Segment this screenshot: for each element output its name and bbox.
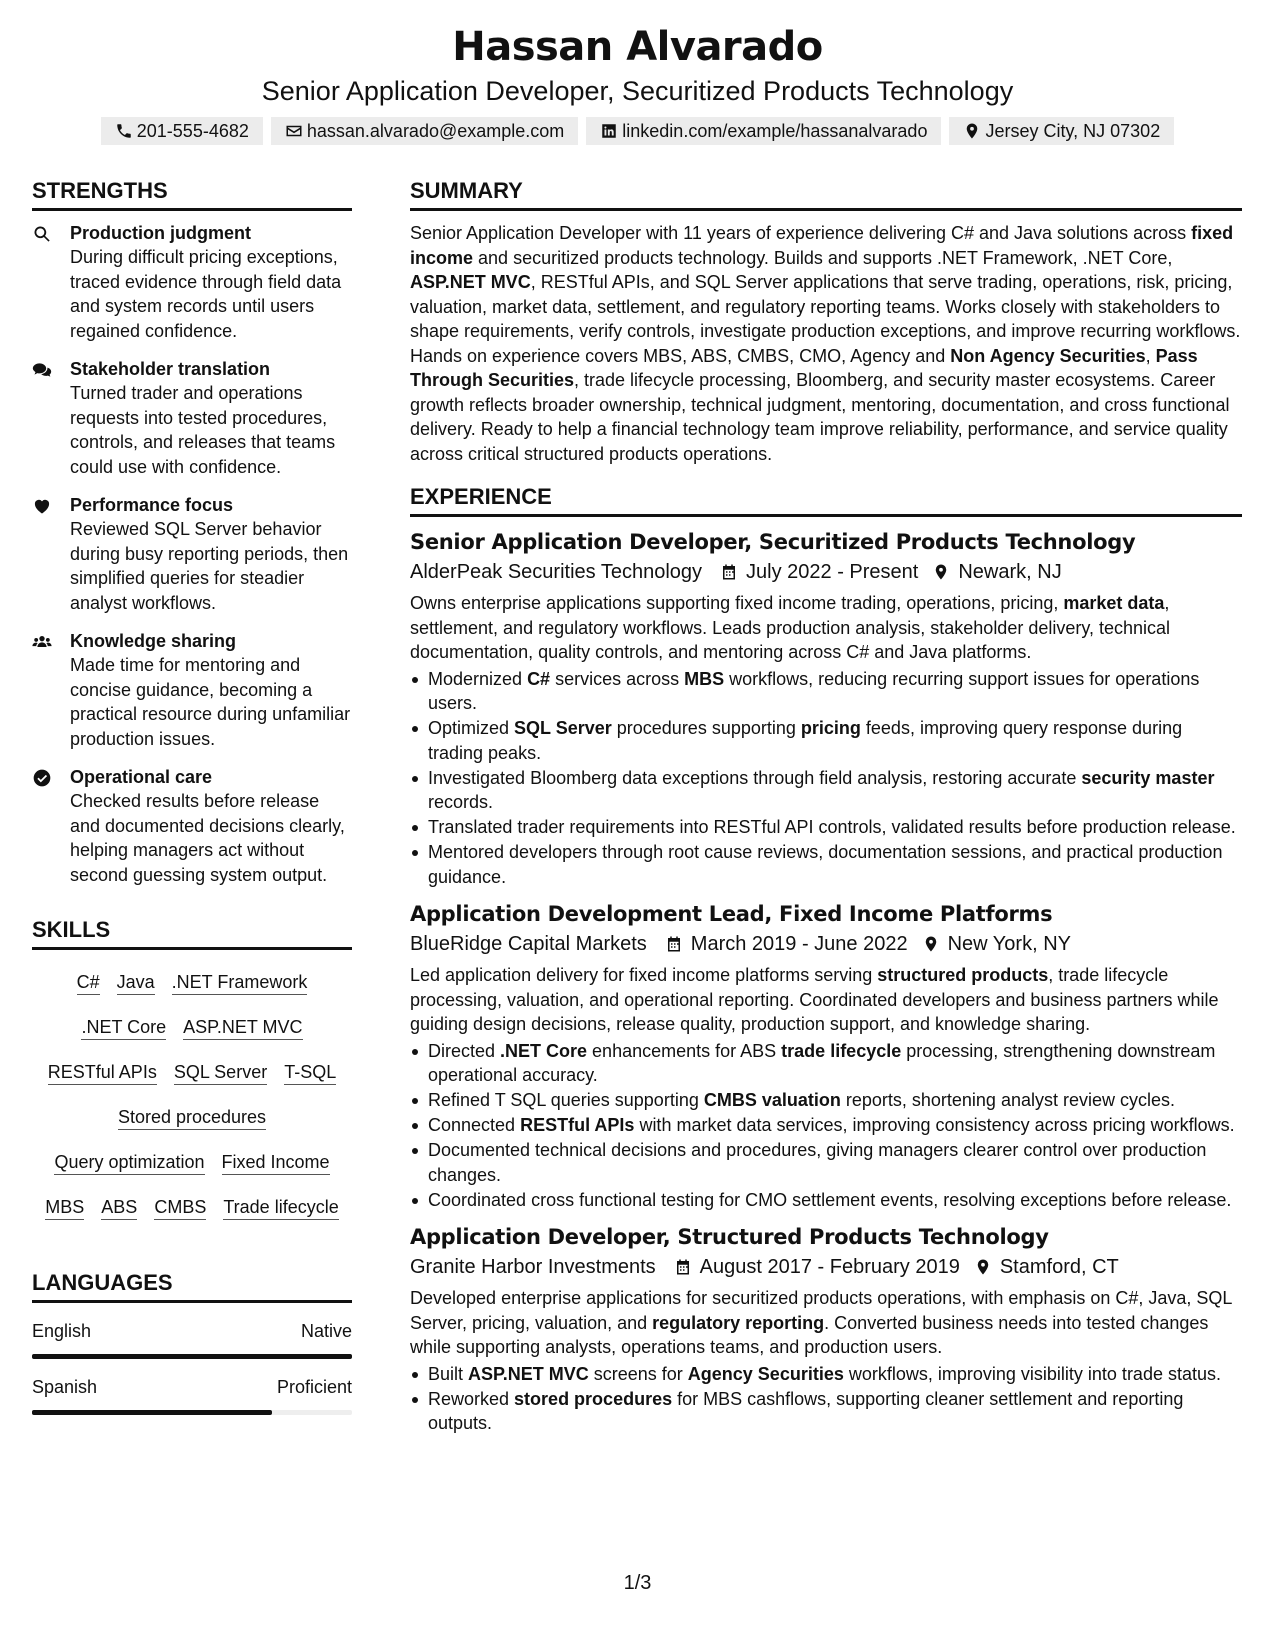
job-company: Granite Harbor Investments [410,1256,656,1278]
job-bullets [410,1039,1242,1213]
summary-text: Senior Application Developer with 11 years of experience delivering C# and Java solutions across fixed income and securitized products technology. Builds and supports .NET Framework, .NET Core, ASP.NET MVC, RESTful APIs, and SQL Server applications that serve trading, operations, risk, pricing, valuation, market data, settlement, and regulatory reporting teams. Works closely with stakeholders to shape requirements, verify controls, investigate production exceptions, and improve recurring workflows. Hands on experience covers MBS, ABS, CMBS, CMO, Agency and Non Agency Securities, Pass Through Securities, trade lifecycle processing, Bloomberg, and security master ecosystems. Career growth reflects broader ownership, technical judgment, mentoring, documentation, and cross functional delivery. Ready to help a financial technology team improve reliability, performance, and service quality across critical structured products operations. [410,223,1241,464]
envelope-icon [285,122,303,140]
location-pin-icon [932,563,950,581]
job-dates: July 2022 - Present [746,561,919,583]
chat-icon [32,360,52,380]
job-bullet: Modernized C# services across MBS workflows, reducing recurring support issues for operations users. [410,667,1242,716]
contact-bar [0,117,1275,145]
job-bullet: Documented technical decisions and procedures, giving managers clearer control over production changes. [410,1138,1242,1187]
candidate-name: Hassan Alvarado [452,24,823,70]
skill-tag: Stored procedures [118,1106,266,1130]
skill-tag: Query optimization [54,1151,204,1175]
left-column [32,176,352,1415]
strength-item [32,493,352,615]
right-column [410,176,1242,1446]
skill-tag: RESTful APIs [48,1061,157,1085]
location-pin-icon [974,1258,992,1276]
contact-email[interactable] [271,117,578,145]
job-meta [410,929,1242,959]
job-bullet: Connected RESTful APIs with market data services, improving consistency across pricing workflows. [410,1113,1242,1138]
job-bullet: Optimized SQL Server procedures supporting pricing feeds, improving query response during trading peaks. [410,716,1242,765]
calendar-icon [665,935,683,953]
languages-heading: LANGUAGES [32,1268,352,1303]
job-dates: March 2019 - June 2022 [690,933,908,955]
skill-tag: Trade lifecycle [223,1196,338,1220]
job-dates: August 2017 - February 2019 [699,1256,960,1278]
language-level: Proficient [276,1377,352,1397]
skill-tag: CMBS [154,1196,206,1220]
strength-item [32,765,352,887]
heart-icon [32,496,52,516]
language-proficiency-bar [32,1410,352,1415]
skill-row [32,1095,352,1140]
candidate-headline: Senior Application Developer, Securitized Products Technology [261,76,1014,106]
language-item [32,1375,352,1415]
contact-linkedin-text: linkedin.com/example/hassanalvarado [622,121,928,141]
job-summary: Owns enterprise applications supporting fixed income trading, operations, pricing, market data, settlement, and regulatory workflows. Leads production analysis, stakeholder delivery, technical documentation, quality controls, and mentoring across C# and Java platforms. [410,593,1171,662]
users-icon [32,632,52,652]
contact-phone-text: 201-555-4682 [136,121,249,141]
skill-row [32,1140,352,1185]
job-location: New York, NY [947,933,1071,955]
search-icon [32,224,52,244]
strength-description: During difficult pricing exceptions, traced evidence through field data and system records until users regained confidence. [70,247,342,341]
skill-tag: .NET Core [81,1016,166,1040]
strength-item [32,221,352,343]
contact-location-text: Jersey City, NJ 07302 [985,121,1161,141]
summary-heading: SUMMARY [410,176,1242,211]
job-company: BlueRidge Capital Markets [410,933,647,955]
skill-tag: ABS [101,1196,137,1220]
summary-section [410,176,1242,466]
job-bullet: Mentored developers through root cause reviews, documentation sessions, and practical production guidance. [410,840,1242,889]
location-pin-icon [963,122,981,140]
page-number: 1/3 [623,1572,652,1594]
contact-phone[interactable] [101,117,263,145]
contact-location [949,117,1174,145]
contact-email-text: hassan.alvarado@example.com [306,121,565,141]
language-proficiency-fill [32,1410,272,1415]
skill-tag: Fixed Income [222,1151,330,1175]
language-name: Spanish [32,1377,98,1397]
linkedin-icon [600,122,618,140]
job-title: Application Developer, Structured Products Technology [410,1225,1049,1249]
job-bullet: Investigated Bloomberg data exceptions through field analysis, restoring accurate security master records. [410,766,1242,815]
skill-tag: Java [117,971,155,995]
strength-description: Reviewed SQL Server behavior during busy reporting periods, then simplified queries for steadier analyst workflows. [70,519,349,613]
skills-heading: SKILLS [32,915,352,950]
strength-item [32,629,352,751]
strength-title: Performance focus [70,495,234,515]
language-name: English [32,1321,92,1341]
strength-description: Turned trader and operations requests into tested procedures, controls, and releases that teams could use with confidence. [70,383,336,477]
job-bullet: Refined T SQL queries supporting CMBS valuation reports, shortening analyst review cycles. [410,1088,1242,1113]
job-entry [410,1222,1242,1436]
job-bullets [410,1362,1242,1436]
strength-description: Made time for mentoring and concise guidance, becoming a practical resource during unfamiliar production issues. [70,655,351,749]
strength-item [32,357,352,479]
check-circle-icon [32,768,52,788]
job-title: Senior Application Developer, Securitized Products Technology [410,530,1136,554]
skill-row [32,960,352,1005]
strength-description: Checked results before release and documented decisions clearly, helping managers act without second guessing system output. [70,791,345,885]
job-entry [410,527,1242,889]
strength-title: Operational care [70,767,213,787]
job-bullets [410,667,1242,890]
skill-tag: T-SQL [284,1061,336,1085]
job-bullet: Built ASP.NET MVC screens for Agency Securities workflows, improving visibility into trade status. [410,1362,1242,1387]
phone-icon [115,122,133,140]
strengths-section [32,176,352,887]
job-meta [410,1252,1242,1282]
skill-row [32,1185,352,1230]
strengths-heading: STRENGTHS [32,176,352,211]
experience-list [410,527,1242,1436]
job-bullet: Coordinated cross functional testing for CMO settlement events, resolving exceptions before release. [410,1188,1242,1213]
job-title: Application Development Lead, Fixed Income Platforms [410,902,1053,926]
skill-row [32,1050,352,1095]
calendar-icon [720,563,738,581]
language-proficiency-bar [32,1354,352,1359]
job-location: Stamford, CT [999,1256,1119,1278]
job-entry [410,899,1242,1212]
job-bullet: Directed .NET Core enhancements for ABS trade lifecycle processing, strengthening downstream operational accuracy. [410,1039,1242,1088]
job-meta [410,557,1242,587]
skills-section [32,915,352,1230]
job-location: Newark, NJ [958,561,1062,583]
resume-header [0,22,1275,145]
language-level: Native [300,1321,352,1341]
contact-linkedin[interactable] [586,117,941,145]
strength-title: Stakeholder translation [70,359,271,379]
skills-list [32,960,352,1230]
job-company: AlderPeak Securities Technology [410,561,703,583]
skill-tag: ASP.NET MVC [183,1016,302,1040]
job-bullet: Translated trader requirements into RESTful API controls, validated results before production release. [410,815,1242,840]
calendar-icon [674,1258,692,1276]
experience-section [410,482,1242,1436]
experience-heading: EXPERIENCE [410,482,1242,517]
strength-title: Production judgment [70,223,251,243]
skill-tag: .NET Framework [172,971,308,995]
language-item [32,1319,352,1359]
job-bullet: Reworked stored procedures for MBS cashflows, supporting cleaner settlement and reporting outputs. [410,1387,1242,1436]
language-proficiency-fill [32,1354,352,1359]
skill-tag: MBS [45,1196,84,1220]
skill-tag: SQL Server [174,1061,267,1085]
strength-title: Knowledge sharing [70,631,237,651]
languages-section [32,1268,352,1415]
skill-row [32,1005,352,1050]
location-pin-icon [922,935,940,953]
job-summary: Led application delivery for fixed income platforms serving structured products, trade lifecycle processing, valuation, and operational reporting. Coordinated developers and business partners while guiding design decisions, release quality, production support, and knowledge sharing. [410,965,1219,1034]
skill-tag: C# [77,971,100,995]
job-summary: Developed enterprise applications for securitized products operations, with emphasis on C#, Java, SQL Server, pricing, valuation, and regulatory reporting. Converted business needs into tested changes while supporting analysts, operations teams, and production users. [410,1288,1232,1357]
